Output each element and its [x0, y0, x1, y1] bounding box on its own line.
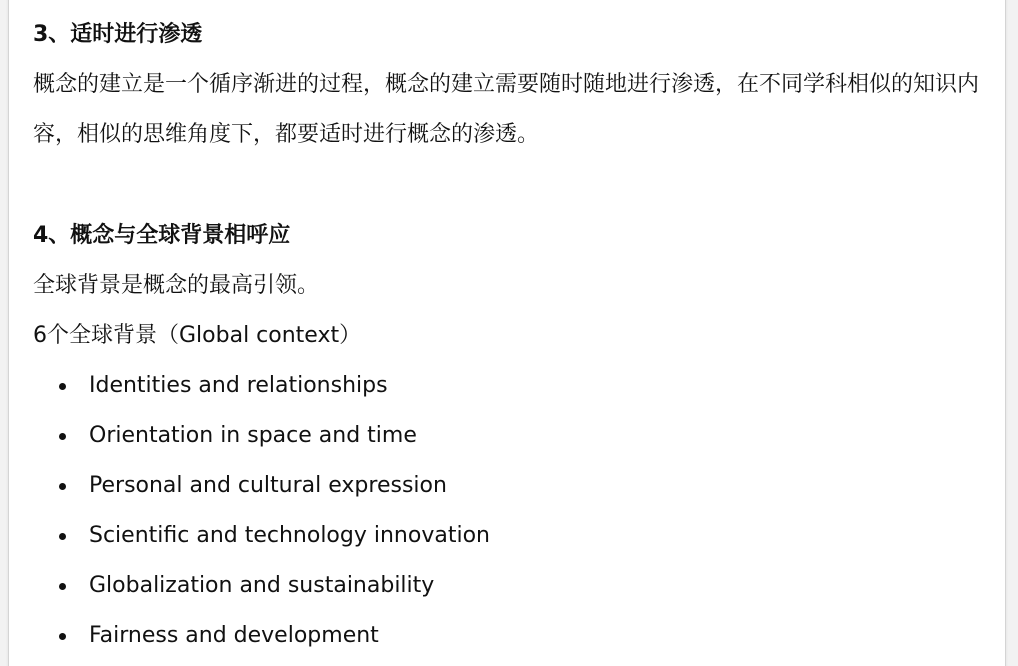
article-card	[8, 0, 1006, 666]
list-item-text: Identities and relationships	[89, 373, 388, 398]
list-item-text: Orientation in space and time	[89, 423, 417, 448]
list-item	[33, 419, 981, 469]
list-item	[33, 569, 981, 619]
bullet-icon	[59, 383, 66, 390]
bullet-icon	[59, 583, 66, 590]
list-item-text: Fairness and development	[89, 623, 379, 648]
list-item-text: Globalization and sustainability	[89, 573, 435, 598]
section-3-heading: 3、适时进行渗透	[33, 22, 203, 47]
section-4-heading: 4、概念与全球背景相呼应	[33, 223, 291, 248]
list-item	[33, 519, 981, 569]
list-item-text: Scientific and technology innovation	[89, 523, 490, 548]
list-item	[33, 369, 981, 419]
global-context-title: 6个全球背景（Global context）	[33, 323, 362, 348]
section-4-intro: 全球背景是概念的最高引领。	[33, 273, 320, 298]
list-item	[33, 619, 981, 666]
section-3-body: 概念的建立是一个循序渐进的过程，概念的建立需要随时随地进行渗透，在不同学科相似的知识内容，相似的思维角度下，都要适时进行概念的渗透。	[33, 72, 980, 147]
global-context-list	[33, 369, 981, 666]
list-item	[33, 469, 981, 519]
bullet-icon	[59, 633, 66, 640]
bullet-icon	[59, 433, 66, 440]
bullet-icon	[59, 483, 66, 490]
list-item-text: Personal and cultural expression	[89, 473, 447, 498]
bullet-icon	[59, 533, 66, 540]
